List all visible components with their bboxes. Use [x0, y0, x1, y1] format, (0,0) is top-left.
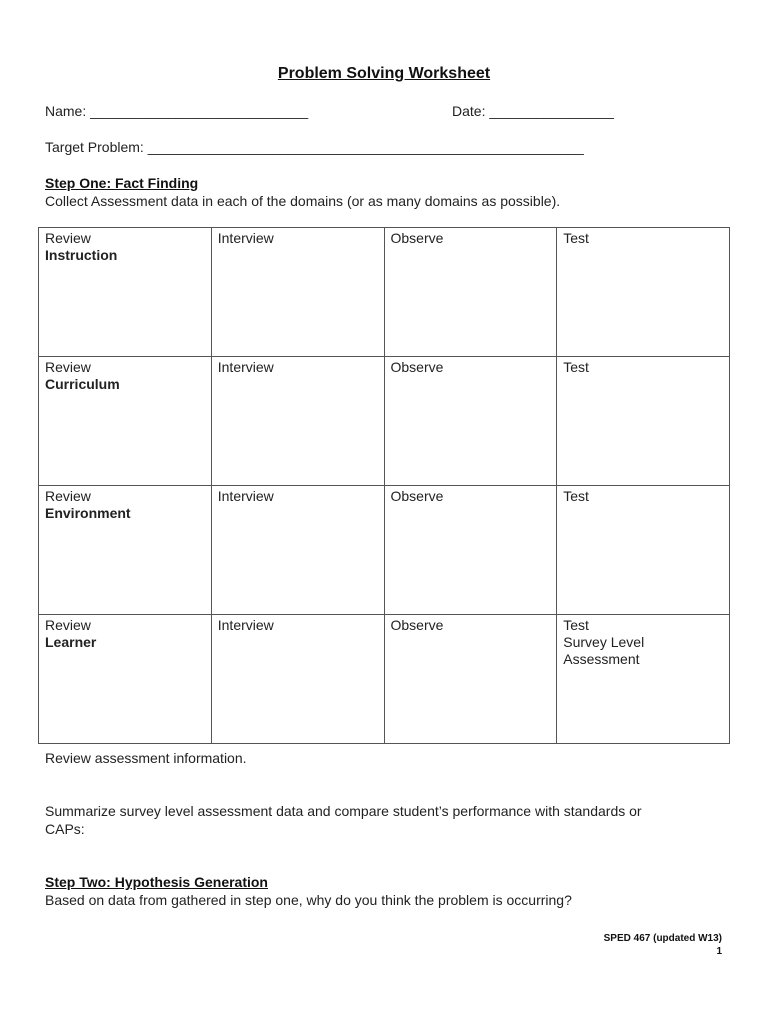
observe-cell [384, 357, 557, 486]
test-label: Test [563, 617, 589, 633]
observe-label: Observe [390, 359, 444, 375]
test-cell [557, 486, 730, 615]
table-row [39, 228, 730, 357]
domain-label: Learner [45, 634, 97, 650]
observe-label: Observe [390, 617, 444, 633]
domain-label: Curriculum [45, 376, 120, 392]
observe-label: Observe [390, 488, 444, 504]
interview-label: Interview [217, 617, 274, 633]
table-row [39, 357, 730, 486]
summarize-text-line2: CAPs: [45, 821, 85, 837]
test-detail-line: Assessment [563, 651, 640, 667]
footer-course-label: SPED 467 (updated W13) [603, 933, 722, 944]
interview-label: Interview [217, 230, 274, 246]
test-cell [557, 615, 730, 744]
step-two-question: Based on data from gathered in step one, why do you think the problem is occurring? [45, 892, 572, 908]
table-row [39, 615, 730, 744]
review-cell [39, 228, 212, 357]
observe-cell [384, 228, 557, 357]
review-label: Review [45, 230, 91, 246]
step-one-instruction: Collect Assessment data in each of the domains (or as many domains as possible). [45, 193, 561, 209]
test-label: Test [563, 359, 589, 375]
table-row [39, 486, 730, 615]
review-label: Review [45, 617, 91, 633]
test-label: Test [563, 488, 589, 504]
summarize-text-line1: Summarize survey level assessment data and compare student’s performance with standards or [45, 803, 642, 819]
worksheet-title: Problem Solving Worksheet [277, 65, 491, 82]
name-field-line: Name: ____________________________ [45, 103, 309, 119]
interview-cell [211, 357, 384, 486]
test-label: Test [563, 230, 589, 246]
test-cell [557, 357, 730, 486]
review-cell [39, 486, 212, 615]
observe-cell [384, 615, 557, 744]
review-label: Review [45, 359, 91, 375]
test-detail-line: Survey Level [563, 634, 645, 650]
target-problem-line: Target Problem: ________________________________________________________ [45, 139, 584, 155]
interview-cell [211, 615, 384, 744]
step-two-heading: Step Two: Hypothesis Generation [45, 874, 268, 890]
review-label: Review [45, 488, 91, 504]
review-cell [39, 615, 212, 744]
observe-cell [384, 486, 557, 615]
test-cell [557, 228, 730, 357]
assessment-grid [38, 227, 730, 744]
date-field-line: Date: ________________ [452, 103, 614, 119]
domain-label: Instruction [45, 247, 118, 263]
observe-label: Observe [390, 230, 444, 246]
review-info-text: Review assessment information. [45, 750, 247, 766]
interview-cell [211, 228, 384, 357]
interview-label: Interview [217, 488, 274, 504]
footer-page-number: 1 [716, 946, 722, 957]
interview-cell [211, 486, 384, 615]
domain-label: Environment [45, 505, 131, 521]
interview-label: Interview [217, 359, 274, 375]
review-cell [39, 357, 212, 486]
step-one-heading: Step One: Fact Finding [45, 175, 199, 191]
